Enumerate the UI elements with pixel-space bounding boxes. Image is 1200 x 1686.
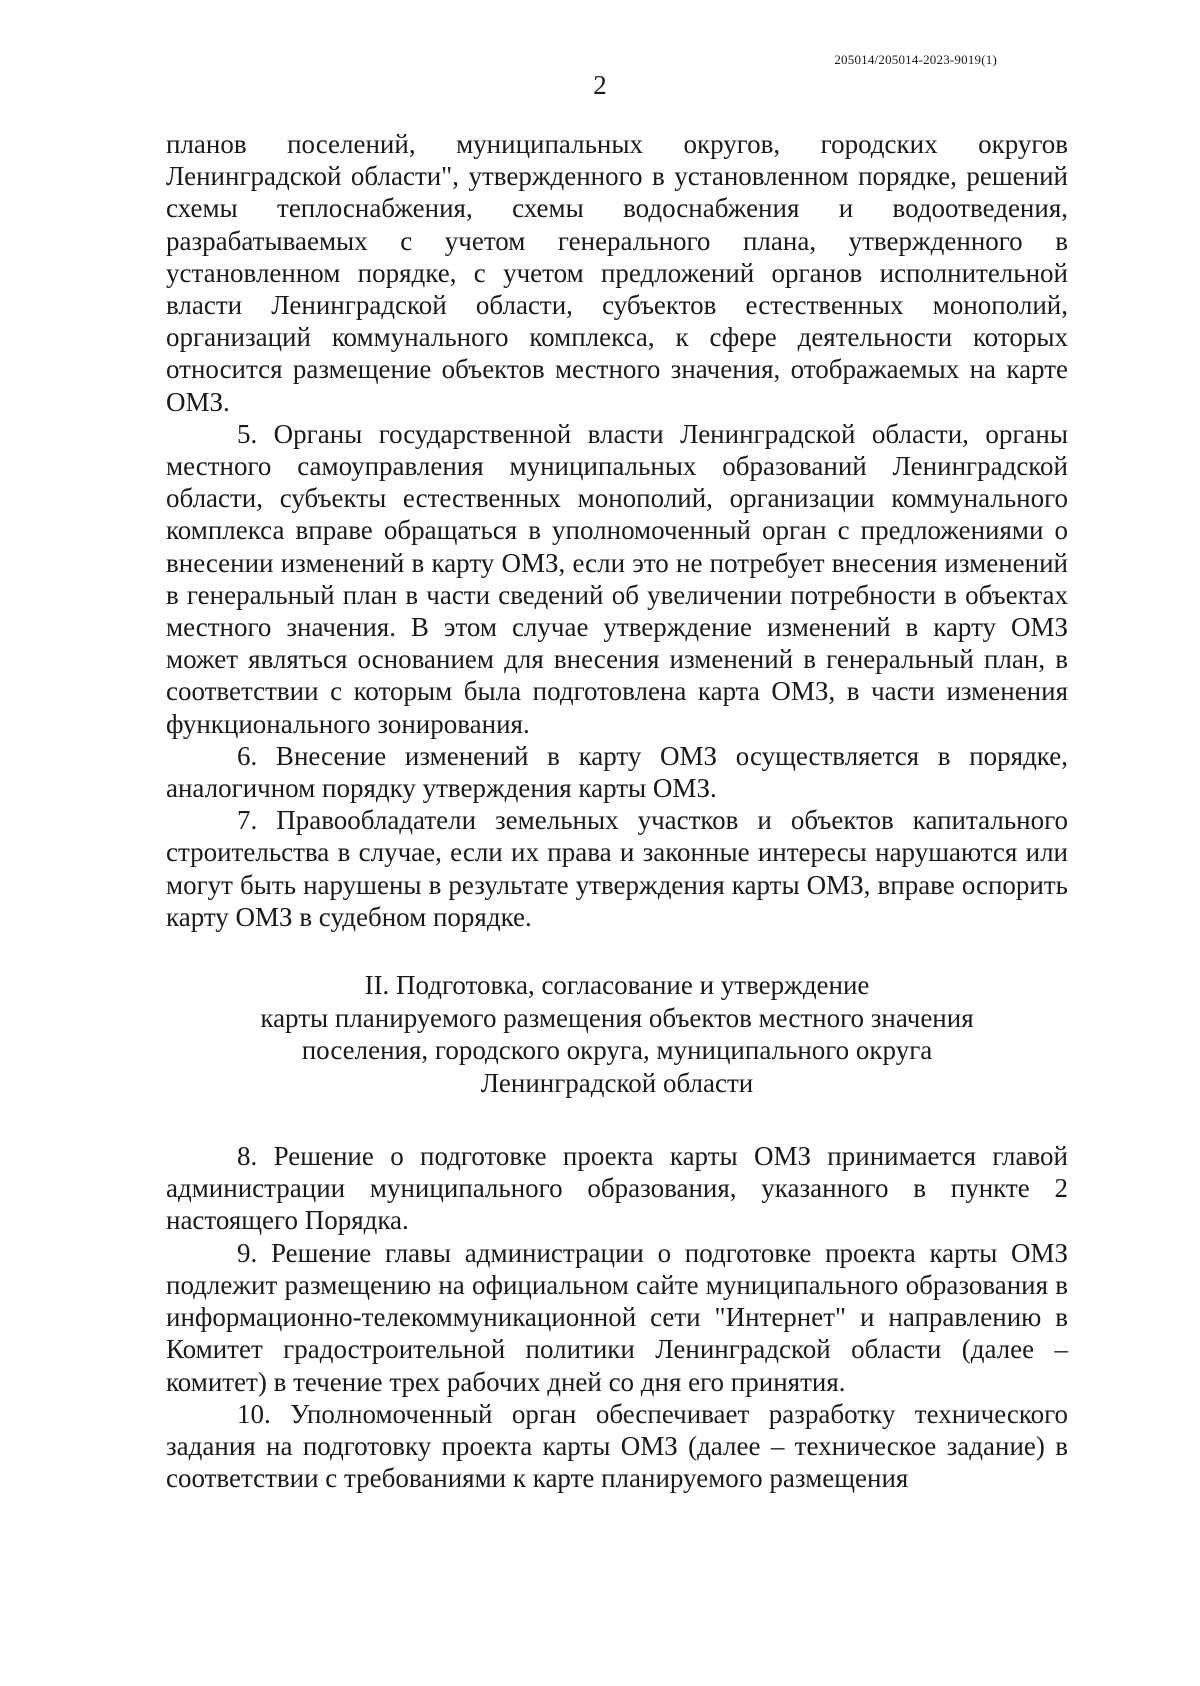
section-heading: [166, 969, 1068, 1099]
page-number: 2: [593, 70, 607, 100]
paragraph-7: 7. Правообладатели земельных участков и объектов капитального строительства в случае, если их права и законные интересы нарушаются или могут быть нарушены в результате утверждения карты ОМЗ, вправе оспорить карту ОМЗ в судебном порядке.: [166, 805, 1068, 932]
document-id: 205014/205014-2023-9019(1): [834, 52, 997, 67]
paragraph-8: 8. Решение о подготовке проекта карты ОМЗ принимается главой администрации муниципального образования, указанного в пункте 2 настоящего Порядка.: [166, 1141, 1068, 1236]
section-heading-line-1: II. Подготовка, согласование и утверждение: [364, 970, 870, 1001]
paragraph-continuation: планов поселений, муниципальных округов, городских округов Ленинградской области", утвержденного в установленном порядке, решений схемы теплоснабжения, схемы водоснабжения и водоотведения, разрабатываемых с учетом генерального плана, утвержденного в установленном порядке, с учетом предложений органов исполнительной власти Ленинградской области, субъектов естественных монополий, организаций коммунального комплекса, к сфере деятельности которых относится размещение объектов местного значения, отображаемых на карте ОМЗ.: [166, 129, 1068, 417]
paragraph-5: 5. Органы государственной власти Ленинградской области, органы местного самоуправления муниципальных образований Ленинградской области, субъекты естественных монополий, организации коммунального комплекса вправе обращаться в уполномоченный орган с предложениями о внесении изменений в карту ОМЗ, если это не потребует внесения изменений в генеральный план в части сведений об увеличении потребности в объектах местного значения. В этом случае утверждение изменений в карту ОМЗ может являться основанием для внесения изменений в генеральный план, в соответствии с которым была подготовлена карта ОМЗ, в части изменения функционального зонирования.: [166, 418, 1068, 739]
paragraph-10: 10. Уполномоченный орган обеспечивает разработку технического задания на подготовку проекта карты ОМЗ (далее – техническое задание) в соответствии с требованиями к карте планируемого размещения: [166, 1398, 1068, 1494]
paragraph-6: 6. Внесение изменений в карту ОМЗ осуществляется в порядке, аналогичном порядку утверждения карты ОМЗ.: [166, 740, 1068, 804]
section-heading-line-3: поселения, городского округа, муниципального округа: [301, 1035, 933, 1066]
section-heading-line-4: Ленинградской области: [480, 1067, 754, 1098]
section-heading-line-2: карты планируемого размещения объектов местного значения: [260, 1002, 974, 1033]
document-body: [166, 128, 1068, 1494]
paragraph-9: 9. Решение главы администрации о подготовке проекта карты ОМЗ подлежит размещению на официальном сайте муниципального образования в информационно-телекоммуникационной сети "Интернет" и направлению в Комитет градостроительной политики Ленинградской области (далее – комитет) в течение трех рабочих дней со дня его принятия.: [166, 1237, 1068, 1397]
